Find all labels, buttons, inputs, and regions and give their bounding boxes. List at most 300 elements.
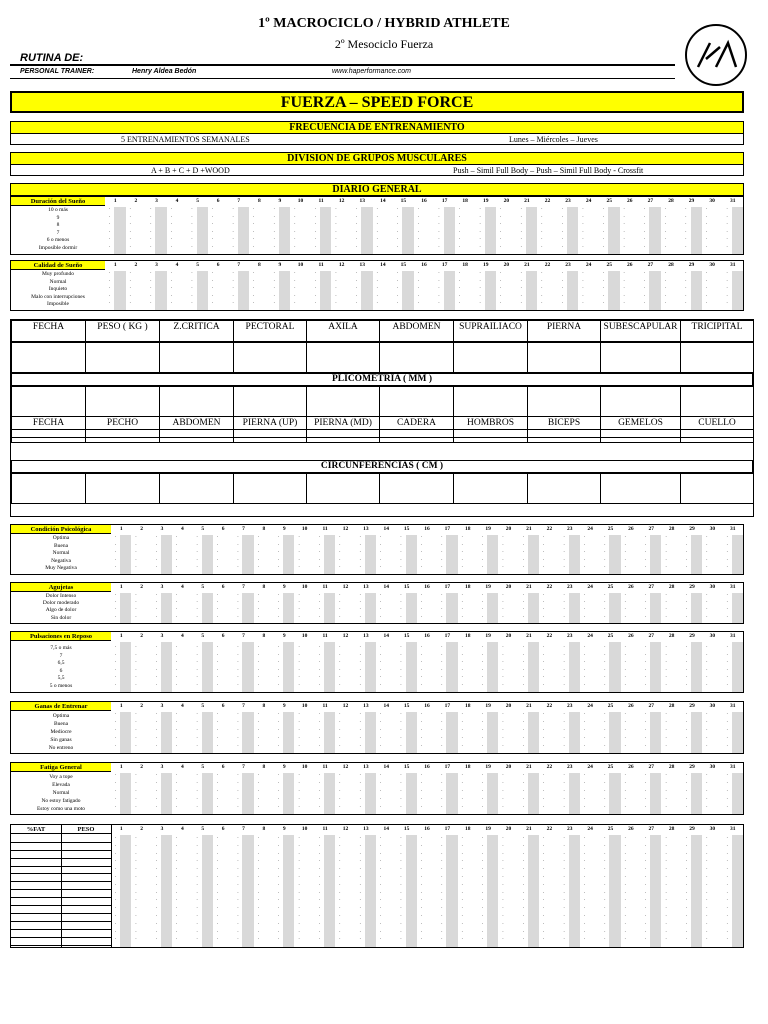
day-cell[interactable]: · · · · · · (582, 207, 584, 250)
day-cell[interactable]: · · · · · · (314, 207, 317, 250)
day-cell[interactable]: · · · · · · (420, 645, 423, 688)
measurement-input-cell[interactable] (85, 473, 160, 504)
day-cell[interactable]: · · · · · · (298, 645, 300, 688)
measurement-input-cell[interactable] (11, 386, 86, 417)
day-cell[interactable]: · · · · · (726, 535, 729, 571)
day-cell[interactable]: · · · · (644, 593, 647, 620)
day-cell[interactable]: · · · · · · (155, 645, 158, 688)
measurement-input-cell[interactable] (159, 473, 234, 504)
measurement-input-cell[interactable] (680, 429, 754, 443)
day-cell[interactable]: · · · · · (705, 773, 708, 810)
day-cell[interactable]: · · · · · (561, 271, 564, 307)
day-cell[interactable]: · · · · · (114, 535, 117, 571)
day-cell[interactable]: · · · · · (644, 773, 647, 810)
measurement-input-cell[interactable] (453, 429, 528, 443)
day-cell[interactable]: · · · · · · (170, 207, 173, 250)
measurement-input-cell[interactable] (527, 429, 601, 443)
day-cell[interactable]: · · · · · · (479, 207, 481, 250)
day-cell[interactable]: · · · · · (481, 535, 484, 571)
day-cell[interactable]: · · · · · (135, 535, 137, 571)
day-cell[interactable]: · · · · · (318, 535, 321, 571)
day-cell[interactable]: · · · · · (170, 271, 173, 307)
day-cell[interactable]: · · · · · (542, 535, 545, 571)
day-cell[interactable]: · · · · · (339, 773, 341, 810)
day-cell[interactable]: · · · · · · (540, 207, 543, 250)
day-cell[interactable]: · · · · · · · · · · · · · · (440, 836, 443, 943)
page-title: 1º MACROCICLO / HYBRID ATHLETE (258, 16, 510, 31)
day-cell[interactable]: · · · · · (114, 712, 117, 749)
day-cell[interactable]: · · · · · (502, 535, 504, 571)
day-cell[interactable]: · · · · · · (216, 645, 219, 688)
day-cell[interactable]: · · · · · (314, 271, 317, 307)
day-number: 5 (193, 825, 213, 834)
day-cell[interactable]: · · · · · (335, 271, 337, 307)
day-cell[interactable]: · · · · · (175, 773, 178, 810)
day-cell[interactable]: · · · · (726, 593, 729, 620)
day-cell[interactable]: · · · · · · (175, 645, 178, 688)
day-cell[interactable]: · · · · · (685, 712, 688, 749)
day-cell[interactable]: · · · · · · (664, 207, 667, 250)
day-cell[interactable]: · · · · (583, 593, 586, 620)
day-cell[interactable]: · · · · · · (273, 207, 276, 250)
day-cell[interactable]: · · · · · · (277, 645, 280, 688)
measurement-input-cell[interactable] (159, 386, 234, 417)
day-cell[interactable]: · · · · · (277, 773, 280, 810)
day-cell[interactable]: · · · · · · · · · · · · · · (685, 836, 688, 943)
day-cell[interactable]: · · · · · (604, 773, 606, 810)
day-cell[interactable]: · · · · · · (561, 207, 564, 250)
day-cell[interactable]: · · · · · (624, 712, 627, 749)
day-cell[interactable]: · · · · · (175, 712, 178, 749)
day-cell[interactable]: · · · · · · (499, 207, 502, 250)
day-cell[interactable]: · · · · (563, 593, 565, 620)
day-cell[interactable]: · · · · · (644, 712, 647, 749)
day-cell[interactable]: · · · · · (540, 271, 543, 307)
day-cell[interactable]: · · · · (522, 593, 525, 620)
day-cell[interactable]: · · · · · (623, 271, 625, 307)
day-number: 31 (723, 583, 743, 592)
day-cell[interactable]: · · · · · (440, 712, 443, 749)
measurement-input-cell[interactable] (306, 429, 380, 443)
day-number: 13 (356, 583, 376, 592)
day-cell[interactable]: · · · · · (644, 535, 647, 571)
day-cell[interactable]: · · · · · (155, 712, 158, 749)
day-cell[interactable]: · · · · · (583, 535, 586, 571)
measurement-input-cell[interactable] (453, 386, 528, 417)
day-cell[interactable]: · · · · · · (237, 645, 239, 688)
day-cell[interactable]: · · · · · · (705, 207, 708, 250)
day-cell[interactable]: · · · · · · (379, 645, 382, 688)
day-cell[interactable]: · · · · · · · · · · · · · · (135, 836, 137, 943)
tracker-row-label: No estoy fatigado (41, 798, 81, 804)
day-cell[interactable]: · · · · · (359, 535, 362, 571)
day-cell[interactable]: · · · · · · (665, 645, 667, 688)
day-cell[interactable]: · · · · · (257, 535, 260, 571)
day-cell[interactable]: · · · · · (273, 271, 276, 307)
day-cell[interactable]: · · · · · · · · · · · · · · (359, 836, 362, 943)
day-cell[interactable]: · · · · · · (502, 645, 504, 688)
day-cell[interactable]: · · · · · · (685, 645, 688, 688)
day-cell[interactable]: · · · · · (108, 271, 111, 307)
day-cell[interactable]: · · · · · · · · · · · · · · (339, 836, 341, 943)
day-cell[interactable]: · · · · · · · · · · · · · · (644, 836, 647, 943)
measurement-input-cell[interactable] (159, 342, 234, 373)
measurement-input-cell[interactable] (379, 386, 454, 417)
day-cell[interactable]: · · · · · (685, 271, 687, 307)
day-cell[interactable]: · · · · · (277, 712, 280, 749)
day-cell[interactable]: · · · · · · · · · · · · · · (175, 836, 178, 943)
day-cell[interactable]: · · · · · · · · · · · · · · (237, 836, 239, 943)
day-cell[interactable]: · · · · · · (400, 645, 402, 688)
day-cell[interactable]: · · · · · (522, 535, 525, 571)
day-cell[interactable]: · · · · · · (257, 645, 260, 688)
measurement-input-cell[interactable] (600, 429, 681, 443)
measurement-input-cell[interactable] (306, 473, 380, 504)
day-cell[interactable]: · · · · · (211, 271, 214, 307)
day-cell[interactable]: · · · · · (420, 712, 423, 749)
day-cell[interactable]: · · · · · · · · · · · · · · (583, 836, 586, 943)
measurement-input-cell[interactable] (680, 473, 754, 504)
day-number: 23 (560, 632, 580, 641)
day-cell[interactable]: · · · · · · · · · · · · · · (502, 836, 504, 943)
day-cell[interactable]: · · · · · (563, 773, 565, 810)
day-cell[interactable]: · · · · · · · · · · · · · · (481, 836, 484, 943)
day-cell[interactable]: · · · · · (339, 535, 341, 571)
day-cell[interactable]: · · · · · (604, 712, 606, 749)
day-cell[interactable]: · · · · · (237, 773, 239, 810)
day-cell[interactable]: · · · · · (191, 271, 193, 307)
day-cell[interactable]: · · · · · (583, 773, 586, 810)
day-cell[interactable]: · · · · · (232, 271, 234, 307)
day-cell[interactable]: · · · · · (685, 773, 688, 810)
day-cell[interactable]: · · · · · · · · · · · · · · (665, 836, 667, 943)
day-cell[interactable]: · · · · · (458, 271, 461, 307)
day-cell[interactable]: · · · · · (499, 271, 502, 307)
day-cell[interactable]: · · · · · (155, 773, 158, 810)
day-cell[interactable]: · · · · · (237, 535, 239, 571)
measurement-input-cell[interactable] (379, 473, 454, 504)
day-cell[interactable]: · · · · · · · · · · · · · · (114, 836, 117, 943)
day-cell[interactable]: · · · · · (461, 535, 463, 571)
day-cell[interactable]: · · · · · (542, 773, 545, 810)
day-cell[interactable]: · · · · · · (396, 207, 399, 250)
day-cell[interactable]: · · · · · (417, 271, 420, 307)
day-cell[interactable]: · · · · · (602, 271, 605, 307)
day-cell[interactable]: · · · · · · (643, 207, 646, 250)
measurement-input-cell[interactable] (527, 473, 601, 504)
day-cell[interactable]: · · · · · · (563, 645, 565, 688)
day-cell[interactable]: · · · · · (420, 535, 423, 571)
day-cell[interactable]: · · · · · · (114, 645, 117, 688)
day-cell[interactable]: · · · · · · (135, 645, 137, 688)
measurement-input-cell[interactable] (233, 429, 307, 443)
day-cell[interactable]: · · · · (114, 593, 117, 620)
day-cell[interactable]: · · · · · · · · · · · · · · (705, 836, 708, 943)
day-cell[interactable]: · · · · · (400, 712, 402, 749)
day-cell[interactable]: · · · · · · · · · · · · · · (298, 836, 300, 943)
tracker-row-label: 10 o más (48, 207, 68, 213)
measurement-input-cell[interactable] (680, 342, 754, 373)
day-cell[interactable]: · · · · · (149, 271, 152, 307)
day-cell[interactable]: · · · · · · (129, 207, 132, 250)
day-cell[interactable]: · · · · · (339, 712, 341, 749)
day-cell[interactable]: · · · · · (440, 773, 443, 810)
day-cell[interactable]: · · · · · (665, 712, 667, 749)
day-cell[interactable]: · · · · · · (542, 645, 545, 688)
measurement-input-cell[interactable] (11, 429, 86, 443)
day-cell[interactable]: · · · · · (461, 712, 463, 749)
measurement-input-cell[interactable] (233, 473, 307, 504)
day-cell[interactable]: · · · · · (420, 773, 423, 810)
day-cell[interactable]: · · · · · (522, 773, 525, 810)
day-cell[interactable]: · · · · · · · · · · · · · · (216, 836, 219, 943)
day-cell[interactable]: · · · · · (376, 271, 378, 307)
day-cell[interactable]: · · · · · (355, 271, 358, 307)
day-cell[interactable]: · · · · (400, 593, 402, 620)
day-cell[interactable]: · · · · · (359, 712, 362, 749)
day-number: 13 (352, 261, 373, 270)
measurement-input-cell[interactable] (600, 473, 681, 504)
day-cell[interactable]: · · · · · (294, 271, 296, 307)
day-cell[interactable]: · · · · · (502, 773, 504, 810)
day-cell[interactable]: · · · · · · · · · · · · · · (318, 836, 321, 943)
day-cell[interactable]: · · · · · (155, 535, 158, 571)
measurement-input-cell[interactable] (379, 342, 454, 373)
grid-column-shade (242, 773, 253, 814)
day-cell[interactable]: · · · · · · (685, 207, 687, 250)
day-cell[interactable]: · · · · · · (335, 207, 337, 250)
day-cell[interactable]: · · · · · (624, 773, 627, 810)
day-cell[interactable]: · · · · · (705, 271, 708, 307)
day-cell[interactable]: · · · · · · (458, 207, 461, 250)
day-cell[interactable]: · · · · · (237, 712, 239, 749)
day-cell[interactable]: · · · · · (379, 712, 382, 749)
day-cell[interactable]: · · · · · · · · · · · · · · (624, 836, 627, 943)
day-cell[interactable]: · · · · · · · · · · · · · · (257, 836, 260, 943)
day-cell[interactable]: · · · · · (129, 271, 132, 307)
day-cell[interactable]: · · · · (665, 593, 667, 620)
day-cell[interactable]: · · · · · (726, 271, 728, 307)
day-cell[interactable]: · · · · · (379, 535, 382, 571)
day-cell[interactable]: · · · · · (298, 773, 300, 810)
measurement-input-cell[interactable] (306, 342, 380, 373)
day-cell[interactable]: · · · · · · (623, 207, 625, 250)
day-cell[interactable]: · · · · · · (604, 645, 606, 688)
day-cell[interactable]: · · · · · · (232, 207, 234, 250)
day-cell[interactable]: · · · · · (665, 773, 667, 810)
day-cell[interactable]: · · · · · · · · · · · · · · (277, 836, 280, 943)
day-cell[interactable]: · · · · · · (520, 207, 523, 250)
day-cell[interactable]: · · · · · (664, 271, 667, 307)
day-cell[interactable]: · · · · (359, 593, 362, 620)
day-cell[interactable]: · · · · · (481, 773, 484, 810)
day-cell[interactable]: · · · · · (563, 535, 565, 571)
day-number: 2 (131, 825, 151, 834)
day-cell[interactable]: · · · · · · · · · · · · · · (522, 836, 525, 943)
measurement-input-cell[interactable] (11, 473, 86, 504)
day-cell[interactable]: · · · · (339, 593, 341, 620)
day-cell[interactable]: · · · · · (114, 773, 117, 810)
day-cell[interactable]: · · · · · · (417, 207, 420, 250)
day-cell[interactable]: · · · · · · (624, 645, 627, 688)
measurement-input-cell[interactable] (233, 386, 307, 417)
day-cell[interactable]: · · · · · (604, 535, 606, 571)
day-cell[interactable]: · · · · · · (252, 207, 255, 250)
day-cell[interactable]: · · · · · (481, 712, 484, 749)
day-cell[interactable]: · · · · · · · · · · · · · · (461, 836, 463, 943)
day-cell[interactable]: · · · · · · · · · · · · · · (604, 836, 606, 943)
day-cell[interactable]: · · · · · (582, 271, 584, 307)
day-cell[interactable]: · · · · (604, 593, 606, 620)
day-cell[interactable]: · · · · (277, 593, 280, 620)
day-cell[interactable]: · · · · · · (726, 207, 728, 250)
measurement-input-cell[interactable] (306, 386, 380, 417)
day-cell[interactable]: · · · · · (542, 712, 545, 749)
day-cell[interactable]: · · · · · · (705, 645, 708, 688)
day-cell[interactable]: · · · · · (400, 535, 402, 571)
day-cell[interactable]: · · · · (298, 593, 300, 620)
day-cell[interactable]: · · · · · · (108, 207, 111, 250)
day-cell[interactable]: · · · · · · (339, 645, 341, 688)
day-cell[interactable]: · · · · · · (583, 645, 586, 688)
day-cell[interactable]: · · · · · · (440, 645, 443, 688)
day-cell[interactable]: · · · · · · (294, 207, 296, 250)
day-cell[interactable]: · · · · · · · · · · · · · · (400, 836, 402, 943)
day-cell[interactable]: · · · · (379, 593, 382, 620)
day-cell[interactable]: · · · · · (216, 535, 219, 571)
day-cell[interactable]: · · · · · · (438, 207, 440, 250)
day-cell[interactable]: · · · · · · (355, 207, 358, 250)
day-cell[interactable]: · · · · · (643, 271, 646, 307)
day-cell[interactable]: · · · · · (685, 535, 688, 571)
day-cell[interactable]: · · · · · (563, 712, 565, 749)
day-cell[interactable]: · · · · · (440, 535, 443, 571)
day-cell[interactable]: · · · · (135, 593, 137, 620)
day-cell[interactable]: · · · · (440, 593, 443, 620)
day-cell[interactable]: · · · · · · (211, 207, 214, 250)
day-cell[interactable]: · · · · (461, 593, 463, 620)
measurement-input-cell[interactable] (453, 473, 528, 504)
measurement-input-cell[interactable] (85, 386, 160, 417)
day-cell[interactable]: · · · · · · · · · · · · · · (542, 836, 545, 943)
day-cell[interactable]: · · · · · (318, 712, 321, 749)
day-cell[interactable]: · · · · · · · · · · · · · · (379, 836, 382, 943)
measurement-input-cell[interactable] (379, 429, 454, 443)
day-cell[interactable]: · · · · (216, 593, 219, 620)
measurement-input-cell[interactable] (11, 342, 86, 373)
day-cell[interactable]: · · · · · · (359, 645, 362, 688)
day-cell[interactable]: · · · · · (624, 535, 627, 571)
day-cell[interactable]: · · · · (237, 593, 239, 620)
day-cell[interactable]: · · · · · · · · · · · · · · (420, 836, 423, 943)
day-cell[interactable]: · · · · (420, 593, 423, 620)
day-cell[interactable]: · · · · · · (196, 645, 198, 688)
day-cell[interactable]: · · · · (705, 593, 708, 620)
day-cell[interactable]: · · · · · · (644, 645, 647, 688)
day-cell[interactable]: · · · · (318, 593, 321, 620)
day-cell[interactable]: · · · · (624, 593, 627, 620)
day-cell[interactable]: · · · · · (520, 271, 523, 307)
day-cell[interactable]: · · · · · (522, 712, 525, 749)
day-cell[interactable]: · · · · · (135, 773, 137, 810)
measurement-input-cell[interactable] (600, 386, 681, 417)
measurement-input-cell[interactable] (453, 342, 528, 373)
measurement-input-cell[interactable] (85, 429, 160, 443)
day-cell[interactable]: · · · · (175, 593, 178, 620)
day-cell[interactable]: · · · · · (705, 535, 708, 571)
day-number: 11 (315, 583, 335, 592)
day-cell[interactable]: · · · · · · (149, 207, 152, 250)
day-cell[interactable]: · · · · (502, 593, 504, 620)
day-cell[interactable]: · · · · · (705, 712, 708, 749)
day-cell[interactable]: · · · · · · (461, 645, 463, 688)
measurement-input-cell[interactable] (600, 342, 681, 373)
day-cell[interactable]: · · · · · (479, 271, 481, 307)
day-cell[interactable]: · · · · · (461, 773, 463, 810)
day-cell[interactable]: · · · · · (298, 535, 300, 571)
day-cell[interactable]: · · · · · · (522, 645, 525, 688)
day-cell[interactable]: · · · · (542, 593, 545, 620)
measurement-input-cell[interactable] (85, 342, 160, 373)
day-cell[interactable]: · · · · · (396, 271, 399, 307)
measurement-input-cell[interactable] (527, 342, 601, 373)
day-cell[interactable]: · · · · (481, 593, 484, 620)
day-cell[interactable]: · · · · · (379, 773, 382, 810)
day-cell[interactable]: · · · · · (318, 773, 321, 810)
measurement-input-cell[interactable] (680, 386, 754, 417)
day-cell[interactable]: · · · · · (196, 712, 198, 749)
measurement-input-cell[interactable] (233, 342, 307, 373)
day-cell[interactable]: · · · · · (583, 712, 586, 749)
day-cell[interactable]: · · · · · · (602, 207, 605, 250)
measurement-input-cell[interactable] (527, 386, 601, 417)
day-cell[interactable]: · · · · (155, 593, 158, 620)
day-cell[interactable]: · · · · · (257, 773, 260, 810)
day-cell[interactable]: · · · · · (252, 271, 255, 307)
day-cell[interactable]: · · · · · · (191, 207, 193, 250)
day-cell[interactable]: · · · · · (400, 773, 402, 810)
day-cell[interactable]: · · · · · · (481, 645, 484, 688)
day-cell[interactable]: · · · · · (359, 773, 362, 810)
day-cell[interactable]: · · · · · (216, 712, 219, 749)
day-cell[interactable]: · · · · · · · · · · · · · · (726, 836, 729, 943)
day-cell[interactable]: · · · · · (196, 535, 198, 571)
day-cell[interactable]: · · · · · (438, 271, 440, 307)
day-cell[interactable]: · · · · · (502, 712, 504, 749)
day-cell[interactable]: · · · · · · (376, 207, 378, 250)
day-cell[interactable]: · · · · · (175, 535, 178, 571)
day-cell[interactable]: · · · · · (726, 712, 729, 749)
day-cell[interactable]: · · · · · · · · · · · · · · (155, 836, 158, 943)
day-cell[interactable]: · · · · · · · · · · · · · · (196, 836, 198, 943)
day-cell[interactable]: · · · · · (726, 773, 729, 810)
measurement-input-cell[interactable] (159, 429, 234, 443)
day-cell[interactable]: · · · · · (135, 712, 137, 749)
day-cell[interactable]: · · · · · · (726, 645, 729, 688)
day-cell[interactable]: · · · · · (298, 712, 300, 749)
day-cell[interactable]: · · · · (685, 593, 688, 620)
day-cell[interactable]: · · · · · (277, 535, 280, 571)
circ-header: CUELLO (680, 416, 754, 438)
day-cell[interactable]: · · · · · (216, 773, 219, 810)
day-cell[interactable]: · · · · · · · · · · · · · · (563, 836, 565, 943)
day-cell[interactable]: · · · · · (665, 535, 667, 571)
day-cell[interactable]: · · · · (196, 593, 198, 620)
day-cell[interactable]: · · · · (257, 593, 260, 620)
day-cell[interactable]: · · · · · · (318, 645, 321, 688)
day-cell[interactable]: · · · · · (257, 712, 260, 749)
day-cell[interactable]: · · · · · (196, 773, 198, 810)
